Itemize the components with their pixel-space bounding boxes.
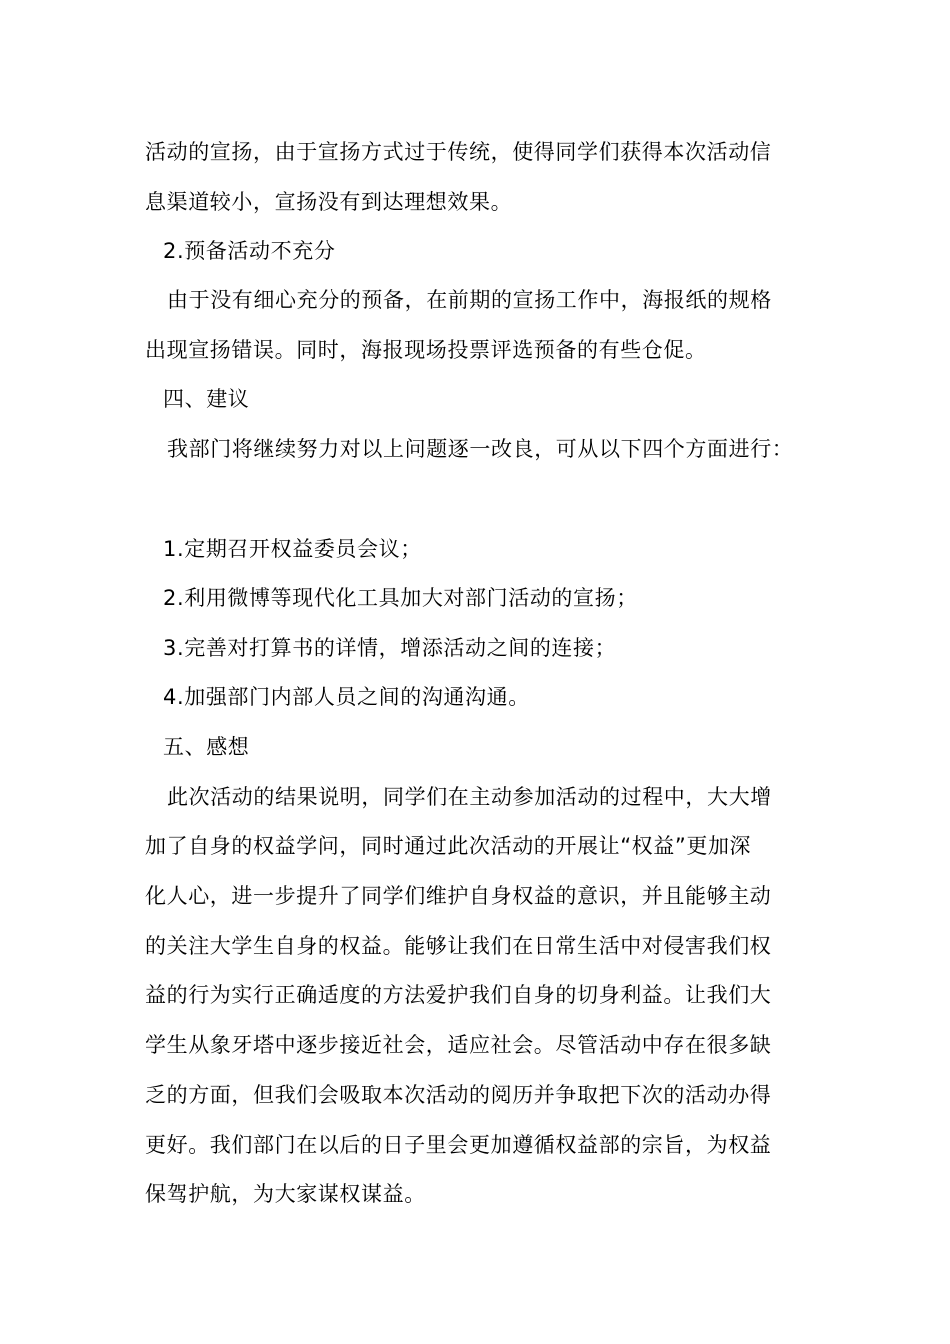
paragraph-line: 更好。我们部门在以后的日子里会更加遵循权益部的宗旨，为权益 (145, 1133, 772, 1157)
paragraph-line: 保驾护航，为大家谋权谋益。 (145, 1182, 426, 1206)
paragraph-line: 乏的方面，但我们会吸取本次活动的阅历并争取把下次的活动办得 (145, 1083, 772, 1107)
paragraph-line: 息渠道较小，宣扬没有到达理想效果。 (145, 190, 513, 214)
paragraph-line: 化人心，进一步提升了同学们维护自身权益的意识，并且能够主动 (145, 884, 772, 908)
paragraph-line: 出现宣扬错误。同时，海报现场投票评选预备的有些仓促。 (145, 338, 707, 362)
list-item: 1.定期召开权益委员会议； (163, 537, 422, 561)
paragraph-line: 此次活动的结果说明，同学们在主动参加活动的过程中，大大增 (167, 785, 772, 809)
list-item: 3.完善对打算书的详情，增添活动之间的连接； (163, 636, 617, 660)
section-heading: 四、建议 (163, 387, 250, 411)
paragraph-line: 我部门将继续努力对以上问题逐一改良，可从以下四个方面进行： (167, 437, 794, 461)
list-item: 4.加强部门内部人员之间的沟通沟通。 (163, 685, 530, 709)
paragraph-line: 由于没有细心充分的预备，在前期的宣扬工作中，海报纸的规格 (167, 288, 772, 312)
paragraph-line: 加了自身的权益学问，同时通过此次活动的开展让“权益”更加深 (145, 834, 752, 858)
list-item: 2.利用微博等现代化工具加大对部门活动的宣扬； (163, 586, 638, 610)
paragraph-line: 活动的宣扬，由于宣扬方式过于传统，使得同学们获得本次活动信 (145, 140, 772, 164)
paragraph-line: 学生从象牙塔中逐步接近社会，适应社会。尽管活动中存在很多缺 (145, 1033, 772, 1057)
section-heading: 五、感想 (163, 735, 250, 759)
paragraph-line: 益的行为实行正确适度的方法爱护我们自身的切身利益。让我们大 (145, 983, 772, 1007)
section-subheading: 2.预备活动不充分 (163, 239, 336, 263)
paragraph-line: 的关注大学生自身的权益。能够让我们在日常生活中对侵害我们权 (145, 934, 772, 958)
